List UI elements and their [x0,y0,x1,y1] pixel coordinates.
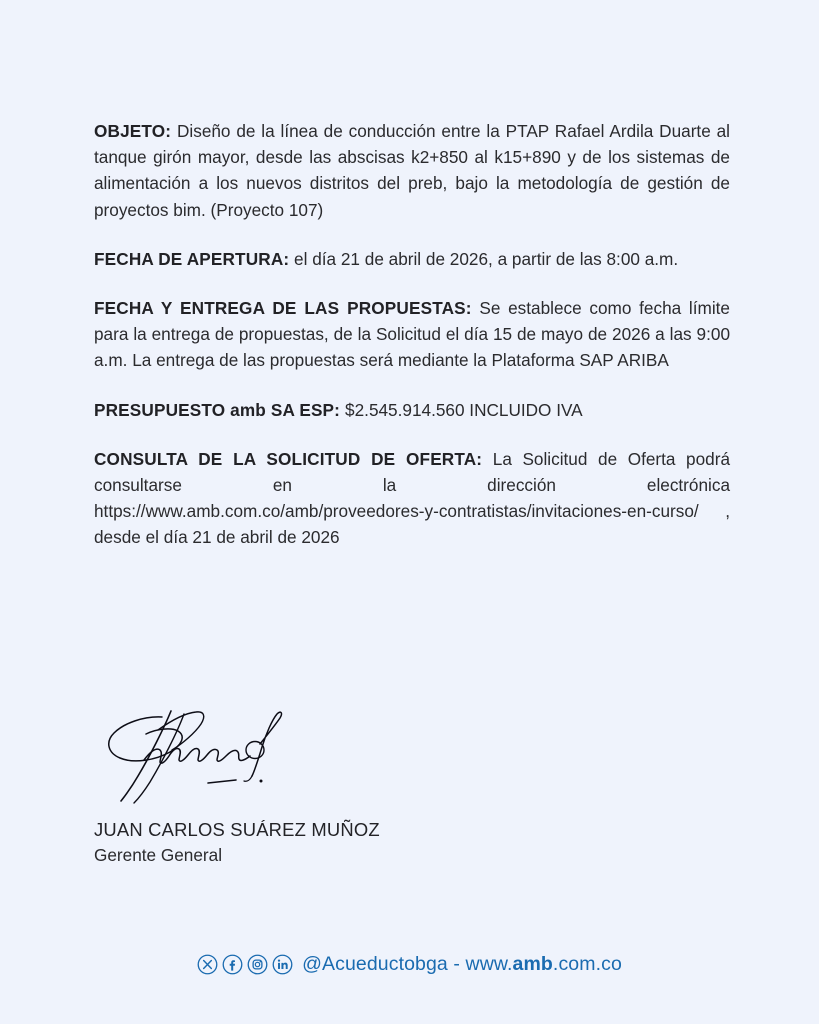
section-fecha-apertura-label: FECHA DE APERTURA: [94,248,290,269]
solicitud-url[interactable]: https://www.amb.com.co/amb/proveedores-y-contratistas/invitaciones-en-curso/ [94,501,699,522]
section-fecha-apertura [94,246,730,272]
section-entrega-propuestas-label: FECHA Y ENTREGA DE LAS PROPUESTAS: [94,298,472,319]
x-twitter-icon[interactable] [197,954,218,975]
footer-contact-text [302,952,622,976]
section-entrega-propuestas [94,295,730,374]
website-brand: amb [512,953,553,975]
facebook-icon[interactable] [222,954,243,975]
footer-separator: - [447,953,466,975]
website-prefix: www. [465,953,513,975]
section-presupuesto-label: PRESUPUESTO amb SA ESP: [94,399,341,420]
signer-name: JUAN CARLOS SUÁREZ MUÑOZ [94,819,380,840]
section-objeto-text: Diseño de la línea de conducción entre la PTAP Rafael Ardila Duarte al tanque girón mayor, desde las abscisas k2+850 al k15+890 y de los sistemas de alimentación a los nuevos distritos del preb, bajo la metodología de gestión de proyectos bim. (Proyecto 107) [94,121,730,220]
linkedin-icon[interactable] [272,954,293,975]
section-presupuesto-amount: $2.545.914.560 INCLUIDO IVA [345,399,583,420]
section-objeto-label: OBJETO: [94,121,172,141]
social-links [197,954,293,975]
instagram-icon[interactable] [247,954,268,975]
section-consulta-text-after: , desde el día 21 de abril de 2026 [94,501,730,548]
signer-role: Gerente General [94,845,223,865]
section-consulta-solicitud [94,446,730,551]
social-handle: @Acueductobga [302,953,448,975]
section-presupuesto [94,397,730,423]
section-objeto [94,118,730,223]
section-entrega-propuestas-text: Se establece como fecha límite para la entrega de propuestas, de la Solicitud el día 15 de mayo de 2026 a las 9:00 a.m. La entrega de las propuestas será mediante la Plataforma SAP ARIBA [94,298,730,371]
handwritten-signature [98,700,310,808]
signature-block [94,700,524,867]
footer [0,952,819,976]
section-consulta-solicitud-label: CONSULTA DE LA SOLICITUD DE OFERTA: [94,448,483,469]
document-body [94,118,730,551]
section-consulta-text-before: La Solicitud de Oferta podrá consultarse en la dirección electrónica [94,448,730,496]
website-suffix: .com.co [552,953,622,975]
section-fecha-apertura-text: el día 21 de abril de 2026, a partir de las 8:00 a.m. [289,248,679,269]
